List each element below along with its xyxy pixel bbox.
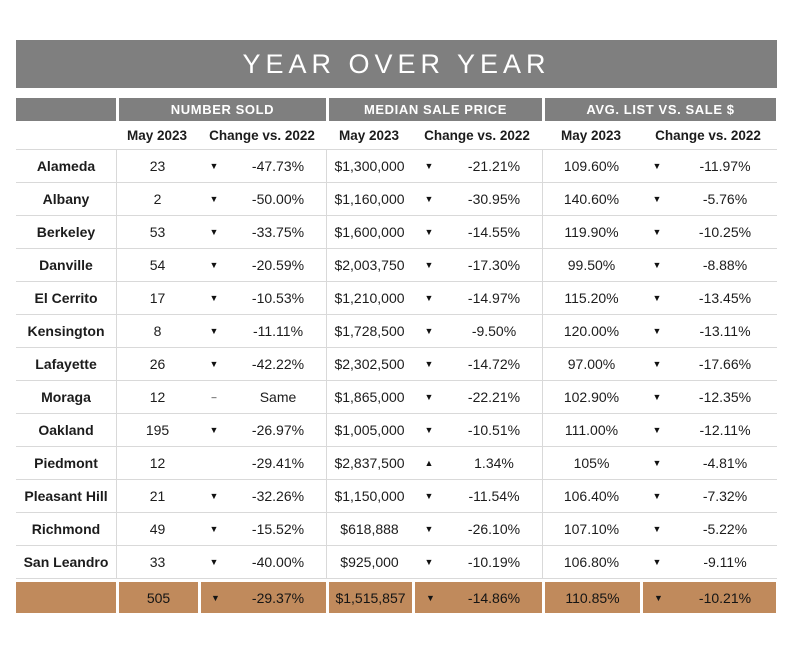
down-arrow-icon: ▼ [652, 260, 662, 270]
number-sold-change: -11.11% [252, 323, 304, 339]
avg-list-vs-sale-value: 140.60% [542, 183, 640, 215]
number-sold-change: -15.52% [251, 521, 305, 537]
down-arrow-icon: ▼ [209, 359, 219, 369]
median-price-change: -14.55% [467, 224, 521, 240]
row-city: El Cerrito [34, 290, 98, 306]
number-sold-change: -40.00% [251, 554, 305, 570]
median-price-change: -11.54% [468, 488, 520, 504]
dash-icon: – [211, 392, 217, 402]
number-sold-change: -50.00% [251, 191, 305, 207]
median-price-change: -14.72% [467, 356, 521, 372]
number-sold-value: 23 [116, 150, 198, 182]
down-arrow-icon: ▼ [424, 524, 434, 534]
median-price-value: $2,003,750 [326, 249, 412, 281]
row-city: Danville [39, 257, 93, 273]
down-arrow-icon: ▼ [209, 161, 219, 171]
subheader-change-median-price: Change vs. 2022 [424, 127, 530, 143]
avg-list-vs-sale-change: -5.76% [702, 191, 748, 207]
avg-list-vs-sale-change: -17.66% [698, 356, 752, 372]
avg-list-vs-sale-change: -12.11% [699, 422, 751, 438]
avg-list-vs-sale-value: 109.60% [542, 150, 640, 182]
down-arrow-icon: ▼ [424, 227, 434, 237]
median-price-value: $1,728,500 [326, 315, 412, 347]
median-price-value: $925,000 [326, 546, 412, 578]
number-sold-change: -29.37% [230, 582, 326, 613]
down-arrow-icon: ▼ [424, 194, 434, 204]
totals-section [16, 582, 777, 613]
table-row [16, 215, 777, 248]
down-arrow-icon: ▼ [424, 557, 434, 567]
avg-list-vs-sale-change: -10.25% [698, 224, 752, 240]
avg-list-vs-sale-value: 106.80% [542, 546, 640, 578]
group-header-number-sold: NUMBER SOLD [116, 98, 326, 121]
table-title: YEAR OVER YEAR [16, 40, 777, 88]
avg-list-vs-sale-change: -5.22% [702, 521, 748, 537]
table-row [16, 281, 777, 314]
avg-list-vs-sale-change: -10.21% [674, 582, 776, 613]
row-city: Oakland [38, 422, 94, 438]
subheader-may-avg-list: May 2023 [560, 127, 622, 143]
avg-list-vs-sale-value: 119.90% [542, 216, 640, 248]
number-sold-value: 21 [116, 480, 198, 512]
median-price-change: -14.86% [446, 582, 542, 613]
down-arrow-icon: ▼ [424, 161, 434, 171]
avg-list-vs-sale-change: -13.11% [699, 323, 751, 339]
number-sold-change: -29.41% [251, 455, 305, 471]
number-sold-value: 49 [116, 513, 198, 545]
median-price-change: -30.95% [467, 191, 521, 207]
down-arrow-icon: ▼ [424, 491, 434, 501]
down-arrow-icon: ▼ [209, 326, 219, 336]
table-row [16, 314, 777, 347]
row-city: Lafayette [35, 356, 97, 372]
median-price-value: $1,300,000 [326, 150, 412, 182]
number-sold-value: 8 [116, 315, 198, 347]
avg-list-vs-sale-value: 106.40% [542, 480, 640, 512]
median-price-change: -10.51% [467, 422, 521, 438]
number-sold-value: 33 [116, 546, 198, 578]
median-price-change: -9.50% [471, 323, 517, 339]
row-city: Kensington [27, 323, 105, 339]
down-arrow-icon: ▼ [652, 194, 662, 204]
table-row [16, 479, 777, 512]
number-sold-value: 54 [116, 249, 198, 281]
median-price-change: -26.10% [467, 521, 521, 537]
down-arrow-icon: ▼ [652, 326, 662, 336]
row-city: Pleasant Hill [24, 488, 108, 504]
group-header-median-sale-price: MEDIAN SALE PRICE [326, 98, 542, 121]
table-row [16, 149, 777, 182]
down-arrow-icon: ▼ [209, 227, 219, 237]
number-sold-value: 53 [116, 216, 198, 248]
avg-list-vs-sale-value: 111.00% [542, 414, 640, 446]
median-price-change: -17.30% [467, 257, 521, 273]
number-sold-value: 12 [116, 381, 198, 413]
number-sold-change: Same [259, 389, 297, 405]
down-arrow-icon: ▼ [412, 582, 446, 613]
down-arrow-icon: ▼ [209, 293, 219, 303]
down-arrow-icon: ▼ [652, 359, 662, 369]
down-arrow-icon: ▼ [652, 227, 662, 237]
avg-list-vs-sale-change: -9.11% [703, 554, 747, 570]
row-city: Berkeley [36, 224, 96, 240]
down-arrow-icon: ▼ [424, 260, 434, 270]
number-sold-value: 505 [116, 582, 198, 613]
table-row [16, 182, 777, 215]
table-row [16, 545, 777, 578]
down-arrow-icon: ▼ [424, 392, 434, 402]
number-sold-change: -20.59% [251, 257, 305, 273]
median-price-change: 1.34% [474, 455, 514, 471]
table-row [16, 248, 777, 281]
totals-city-cell [16, 582, 116, 613]
number-sold-change: -33.75% [251, 224, 305, 240]
avg-list-vs-sale-value: 120.00% [542, 315, 640, 347]
avg-list-vs-sale-change: -12.35% [698, 389, 752, 405]
row-city: Albany [42, 191, 90, 207]
down-arrow-icon: ▼ [209, 194, 219, 204]
down-arrow-icon: ▼ [652, 293, 662, 303]
down-arrow-icon: ▼ [652, 425, 662, 435]
table-row [16, 512, 777, 545]
avg-list-vs-sale-value: 110.85% [542, 582, 640, 613]
median-price-value: $1,865,000 [326, 381, 412, 413]
group-header-avg-list-vs-sale: AVG. LIST VS. SALE $ [542, 98, 776, 121]
number-sold-value: 17 [116, 282, 198, 314]
totals-row [16, 582, 777, 613]
median-price-value: $2,302,500 [326, 348, 412, 380]
down-arrow-icon: ▼ [209, 260, 219, 270]
down-arrow-icon: ▼ [209, 425, 219, 435]
median-price-change: -10.19% [467, 554, 521, 570]
table-row [16, 380, 777, 413]
down-arrow-icon: ▼ [652, 524, 662, 534]
median-price-value: $1,515,857 [326, 582, 412, 613]
avg-list-vs-sale-value: 102.90% [542, 381, 640, 413]
subheader-change-avg-list: Change vs. 2022 [655, 127, 761, 143]
number-sold-value: 195 [116, 414, 198, 446]
number-sold-value: 2 [116, 183, 198, 215]
median-price-change: -14.97% [467, 290, 521, 306]
number-sold-change: -10.53% [251, 290, 305, 306]
down-arrow-icon: ▼ [424, 293, 434, 303]
down-arrow-icon: ▼ [652, 491, 662, 501]
table-row [16, 347, 777, 380]
down-arrow-icon: ▼ [652, 458, 662, 468]
subheader-may-median-price: May 2023 [338, 127, 400, 143]
median-price-value: $1,150,000 [326, 480, 412, 512]
down-arrow-icon: ▼ [652, 392, 662, 402]
subheader-may-number-sold: May 2023 [126, 127, 188, 143]
row-city: Alameda [36, 158, 96, 174]
avg-list-vs-sale-value: 105% [542, 447, 640, 479]
table-row [16, 446, 777, 479]
down-arrow-icon: ▼ [652, 557, 662, 567]
number-sold-change: -42.22% [251, 356, 305, 372]
subheader-change-number-sold: Change vs. 2022 [209, 127, 315, 143]
blank-icon [198, 447, 230, 479]
down-arrow-icon: ▼ [640, 582, 674, 613]
down-arrow-icon: ▼ [209, 491, 219, 501]
avg-list-vs-sale-change: -7.32% [702, 488, 748, 504]
median-price-value: $1,005,000 [326, 414, 412, 446]
avg-list-vs-sale-change: -11.97% [699, 158, 751, 174]
median-price-value: $1,160,000 [326, 183, 412, 215]
subheader-row [16, 121, 777, 149]
avg-list-vs-sale-value: 99.50% [542, 249, 640, 281]
median-price-value: $618,888 [326, 513, 412, 545]
number-sold-change: -47.73% [251, 158, 305, 174]
row-city: Piedmont [34, 455, 98, 471]
down-arrow-icon: ▼ [424, 359, 434, 369]
median-price-change: -22.21% [467, 389, 521, 405]
number-sold-value: 26 [116, 348, 198, 380]
median-price-value: $1,210,000 [326, 282, 412, 314]
down-arrow-icon: ▼ [652, 161, 662, 171]
down-arrow-icon: ▼ [198, 582, 230, 613]
number-sold-value: 12 [116, 447, 198, 479]
table-body [16, 149, 777, 579]
table-row [16, 413, 777, 446]
row-city: Richmond [31, 521, 101, 537]
avg-list-vs-sale-value: 107.10% [542, 513, 640, 545]
avg-list-vs-sale-value: 97.00% [542, 348, 640, 380]
avg-list-vs-sale-value: 115.20% [542, 282, 640, 314]
down-arrow-icon: ▼ [209, 524, 219, 534]
corner-header-block [16, 98, 116, 121]
number-sold-change: -26.97% [251, 422, 305, 438]
avg-list-vs-sale-change: -13.45% [698, 290, 752, 306]
avg-list-vs-sale-change: -8.88% [702, 257, 748, 273]
number-sold-change: -32.26% [251, 488, 305, 504]
avg-list-vs-sale-change: -4.81% [702, 455, 748, 471]
down-arrow-icon: ▼ [424, 326, 434, 336]
median-price-value: $1,600,000 [326, 216, 412, 248]
up-arrow-icon: ▲ [424, 458, 434, 468]
median-price-change: -21.21% [467, 158, 521, 174]
down-arrow-icon: ▼ [424, 425, 434, 435]
column-group-header-row [16, 98, 777, 121]
row-city: Moraga [41, 389, 91, 405]
row-city: San Leandro [23, 554, 109, 570]
down-arrow-icon: ▼ [209, 557, 219, 567]
median-price-value: $2,837,500 [326, 447, 412, 479]
